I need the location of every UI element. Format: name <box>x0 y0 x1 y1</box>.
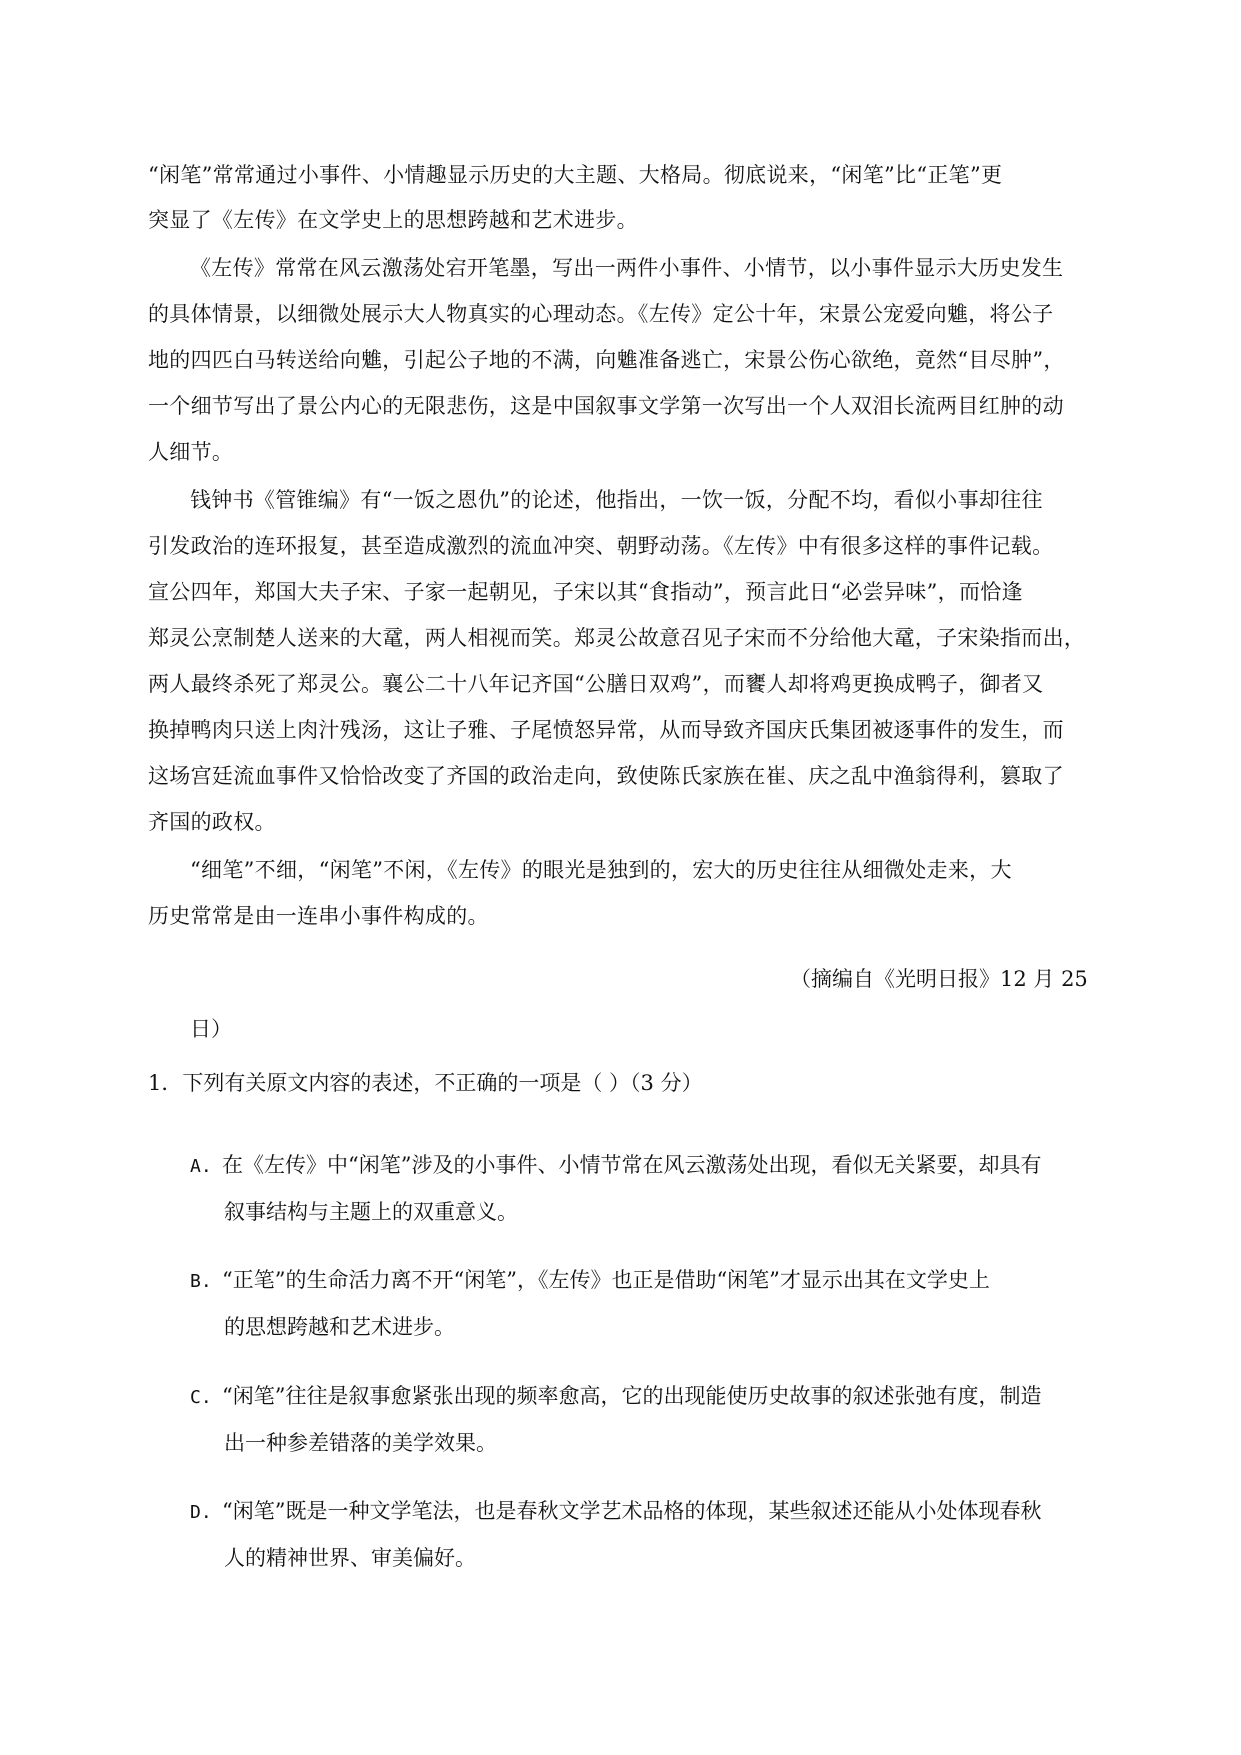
option-c-cont: 出一种参差错落的美学效果。 <box>224 1431 497 1455</box>
passage-line: 换掉鸭肉只送上肉汁残汤，这让子雅、子尾愤怒异常，从而导致齐国庆氏集团被逐事件的发生，而 <box>148 718 1064 742</box>
option-b <box>190 1265 990 1297</box>
option-letter: A. <box>190 1156 212 1177</box>
passage-line: 引发政治的连环报复，甚至造成激烈的流血冲突、朝野动荡。《左传》中有很多这样的事件记载。 <box>148 534 1054 558</box>
option-d-cont: 人的精神世界、审美偏好。 <box>224 1546 476 1570</box>
question-stem: 1．下列有关原文内容的表述，不正确的一项是（ ）（3 分） <box>148 1071 703 1095</box>
passage-line: 郑灵公烹制楚人送来的大鼋，两人相视而笑。郑灵公故意召见子宋而不分给他大鼋，子宋染指而出， <box>148 626 1086 650</box>
passage-line: 突显了《左传》在文学史上的思想跨越和艺术进步。 <box>148 208 638 232</box>
source-citation: （摘编自《光明日报》12 月 25 <box>790 967 1088 991</box>
option-letter: D. <box>190 1502 212 1523</box>
passage-line: 地的四匹白马转送给向魋，引起公子地的不满，向魋准备逃亡，宋景公伤心欲绝，竟然“目尽肿”， <box>148 348 1065 372</box>
passage-line: 人细节。 <box>148 440 234 464</box>
option-a <box>190 1150 1041 1182</box>
option-d <box>190 1496 1041 1528</box>
option-text: “闲笔”既是一种文学笔法，也是春秋文学艺术品格的体现，某些叙述还能从小处体现春秋 <box>222 1499 1042 1523</box>
passage-line: 一个细节写出了景公内心的无限悲伤，这是中国叙事文学第一次写出一个人双泪长流两目红肿的动 <box>148 394 1064 418</box>
passage-line: 齐国的政权。 <box>148 810 276 834</box>
passage-line: 《左传》常常在风云激荡处宕开笔墨，写出一两件小事件、小情节，以小事件显示大历史发生 <box>190 256 1064 280</box>
passage-line: 的具体情景，以细微处展示大人物真实的心理动态。《左传》定公十年，宋景公宠爱向魋，将公子 <box>148 302 1054 326</box>
option-letter: C. <box>190 1387 212 1408</box>
option-text: “闲笔”往往是叙事愈紧张出现的频率愈高，它的出现能使历史故事的叙述张弛有度，制造 <box>222 1384 1042 1408</box>
option-a-cont: 叙事结构与主题上的双重意义。 <box>224 1200 518 1224</box>
option-text: 在《左传》中“闲笔”涉及的小事件、小情节常在风云激荡处出现，看似无关紧要，却具有 <box>222 1153 1042 1177</box>
option-letter: B. <box>190 1271 212 1292</box>
passage-line: 历史常常是由一连串小事件构成的。 <box>148 904 489 928</box>
option-text: “正笔”的生命活力离不开“闲笔”，《左传》也正是借助“闲笔”才显示出其在文学史上 <box>222 1268 990 1292</box>
passage-line: 这场宫廷流血事件又恰恰改变了齐国的政治走向，致使陈氏家族在崔、庆之乱中渔翁得利，篡取了 <box>148 764 1064 788</box>
passage-line: 两人最终杀死了郑灵公。襄公二十八年记齐国“公膳日双鸡”，而饔人却将鸡更换成鸭子，御者又 <box>148 672 1044 696</box>
option-c <box>190 1381 1041 1413</box>
passage-line: 宣公四年，郑国大夫子宋、子家一起朝见，子宋以其“食指动”，预言此日“必尝异味”，而恰逢 <box>148 580 1023 604</box>
passage-line: “细笔”不细，“闲笔”不闲，《左传》的眼光是独到的，宏大的历史往往从细微处走来，大 <box>190 858 1012 882</box>
passage-line: “闲笔”常常通过小事件、小情趣显示历史的大主题、大格局。彻底说来，“闲笔”比“正笔”更 <box>148 163 1003 187</box>
source-citation-cont: 日） <box>190 1017 232 1041</box>
passage-line: 钱钟书《管锥编》有“一饭之恩仇”的论述，他指出，一饮一饭，分配不均，看似小事却往往 <box>190 488 1043 512</box>
option-b-cont: 的思想跨越和艺术进步。 <box>224 1315 455 1339</box>
